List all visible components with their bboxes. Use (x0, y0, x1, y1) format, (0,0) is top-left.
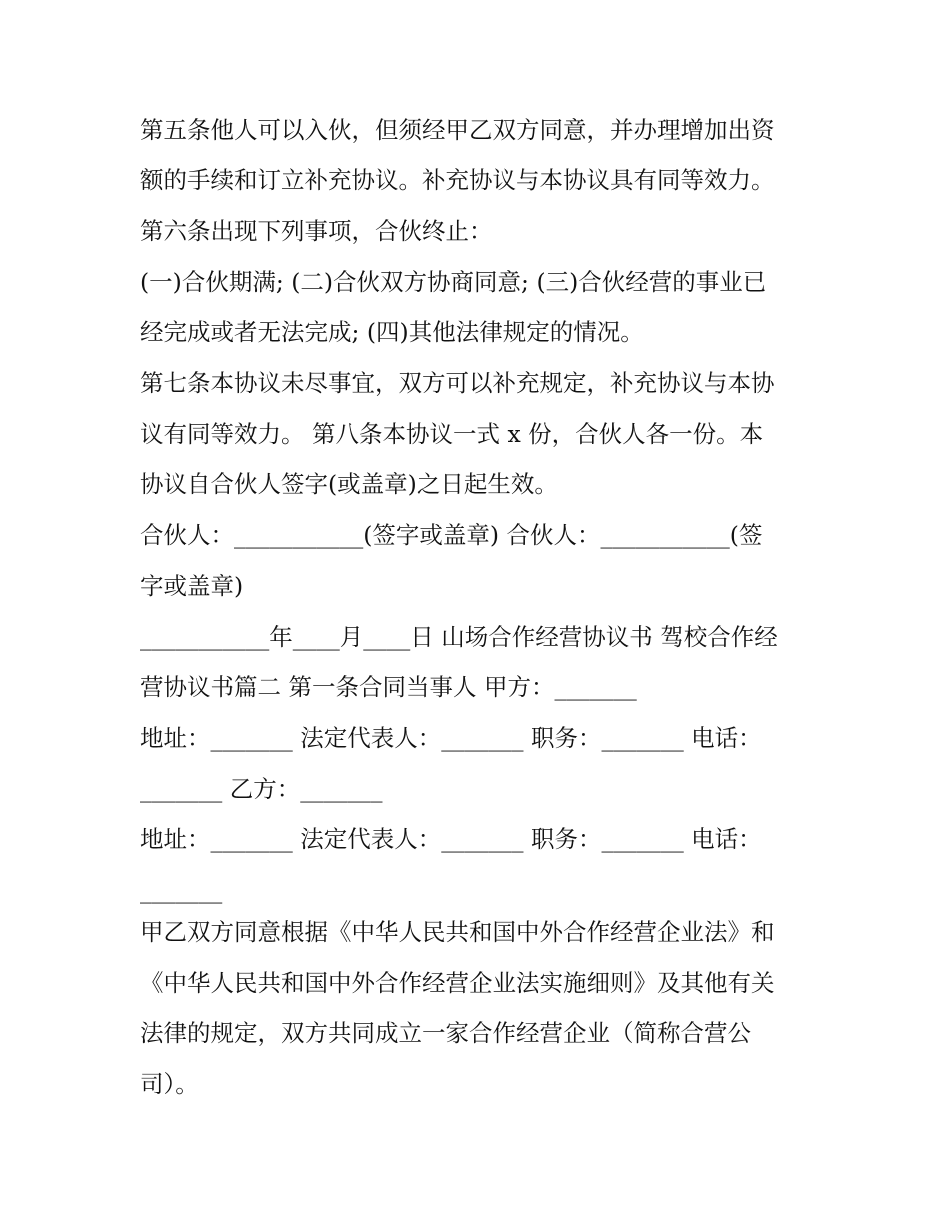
party-b-line: _______ 乙方：_______ (140, 775, 383, 803)
text-line: 法律的规定，双方共同成立一家合作经营企业（简称合营公 (140, 1019, 751, 1047)
party-a-line: 营协议书篇二 第一条合同当事人 甲方：_______ (140, 673, 637, 701)
blank-line: _______ (140, 876, 223, 904)
text-line: 司）。 (140, 1070, 199, 1098)
party-b-address-line: 地址：_______ 法定代表人：_______ 职务：_______ 电话： (140, 825, 762, 853)
text-line: 第七条本协议未尽事宜，双方可以补充规定，补充协议与本协 (140, 369, 775, 397)
text-line: 经完成或者无法完成; (四)其他法律规定的情况。 (140, 318, 644, 346)
text-line: 甲乙双方同意根据《中华人民共和国中外合作经营企业法》和 (140, 918, 775, 946)
party-a-address-line: 地址：_______ 法定代表人：_______ 职务：_______ 电话： (140, 724, 762, 752)
date-title-line: ___________年____月____日 山场合作经营协议书 驾校合作经 (140, 623, 778, 651)
text-line: 议有同等效力。 第八条本协议一式 x 份，合伙人各一份。本 (140, 420, 764, 448)
signature-line: 字或盖章) (140, 572, 244, 600)
text-line: 《中华人民共和国中外合作经营企业法实施细则》及其他有关 (140, 969, 775, 997)
text-line: (一)合伙期满; (二)合伙双方协商同意; (三)合伙经营的事业已 (140, 268, 767, 296)
text-line: 第五条他人可以入伙，但须经甲乙双方同意，并办理增加出资 (140, 116, 775, 144)
text-line: 第六条出现下列事项，合伙终止： (140, 217, 493, 245)
signature-line: 合伙人：___________(签字或盖章) 合伙人：___________(签 (140, 521, 763, 549)
text-line: 协议自合伙人签字(或盖章)之日起生效。 (140, 470, 558, 498)
text-line: 额的手续和订立补充协议。补充协议与本协议具有同等效力。 (140, 166, 775, 194)
